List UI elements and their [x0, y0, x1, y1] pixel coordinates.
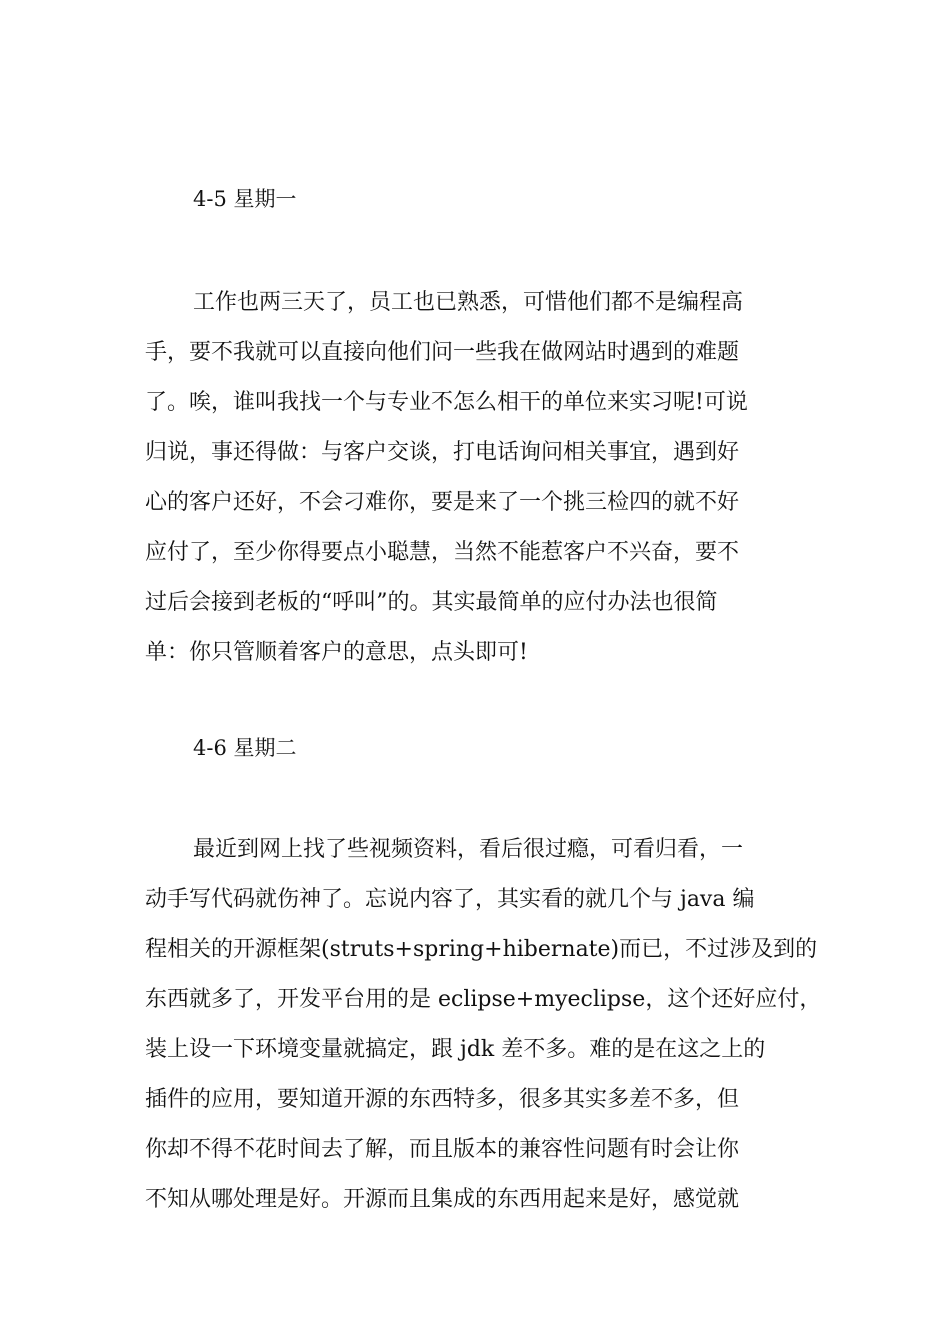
text-line: 归说，事还得做：与客户交谈，打电话询问相关事宜，遇到好 — [145, 440, 740, 465]
text-line: 手，要不我就可以直接向他们问一些我在做网站时遇到的难题 — [145, 340, 740, 365]
text-line: 装上设一下环境变量就搞定，跟 jdk 差不多。难的是在这之上的 — [145, 1037, 766, 1062]
text-line: 最近到网上找了些视频资料，看后很过瘾，可看归看，一 — [193, 837, 744, 862]
entry-date-heading: 4-5 星期一 — [193, 187, 297, 211]
text-line: 单：你只管顺着客户的意思，点头即可! — [145, 640, 528, 665]
text-line: 程相关的开源框架(struts+spring+hibernate)而已，不过涉及到的 — [145, 937, 818, 962]
text-line: 东西就多了，开发平台用的是 eclipse+myeclipse，这个还好应付， — [145, 987, 822, 1012]
text-line: 心的客户还好，不会刁难你，要是来了一个挑三检四的就不好 — [145, 490, 740, 515]
text-line: 你却不得不花时间去了解，而且版本的兼容性问题有时会让你 — [145, 1137, 740, 1162]
text-line: 过后会接到老板的“呼叫”的。其实最简单的应付办法也很简 — [145, 590, 718, 615]
text-line: 了。唉，谁叫我找一个与专业不怎么相干的单位来实习呢!可说 — [145, 390, 748, 415]
text-line: 不知从哪处理是好。开源而且集成的东西用起来是好，感觉就 — [145, 1187, 740, 1212]
entry-paragraph — [145, 278, 820, 678]
text-line: 工作也两三天了，员工也已熟悉，可惜他们都不是编程高 — [193, 290, 744, 315]
entry-paragraph — [145, 825, 820, 1225]
text-line: 应付了，至少你得要点小聪慧，当然不能惹客户不兴奋，要不 — [145, 540, 740, 565]
text-line: 动手写代码就伤神了。忘说内容了，其实看的就几个与 java 编 — [145, 887, 755, 912]
entry-date-heading: 4-6 星期二 — [193, 736, 297, 760]
text-line: 插件的应用，要知道开源的东西特多，很多其实多差不多，但 — [145, 1087, 740, 1112]
